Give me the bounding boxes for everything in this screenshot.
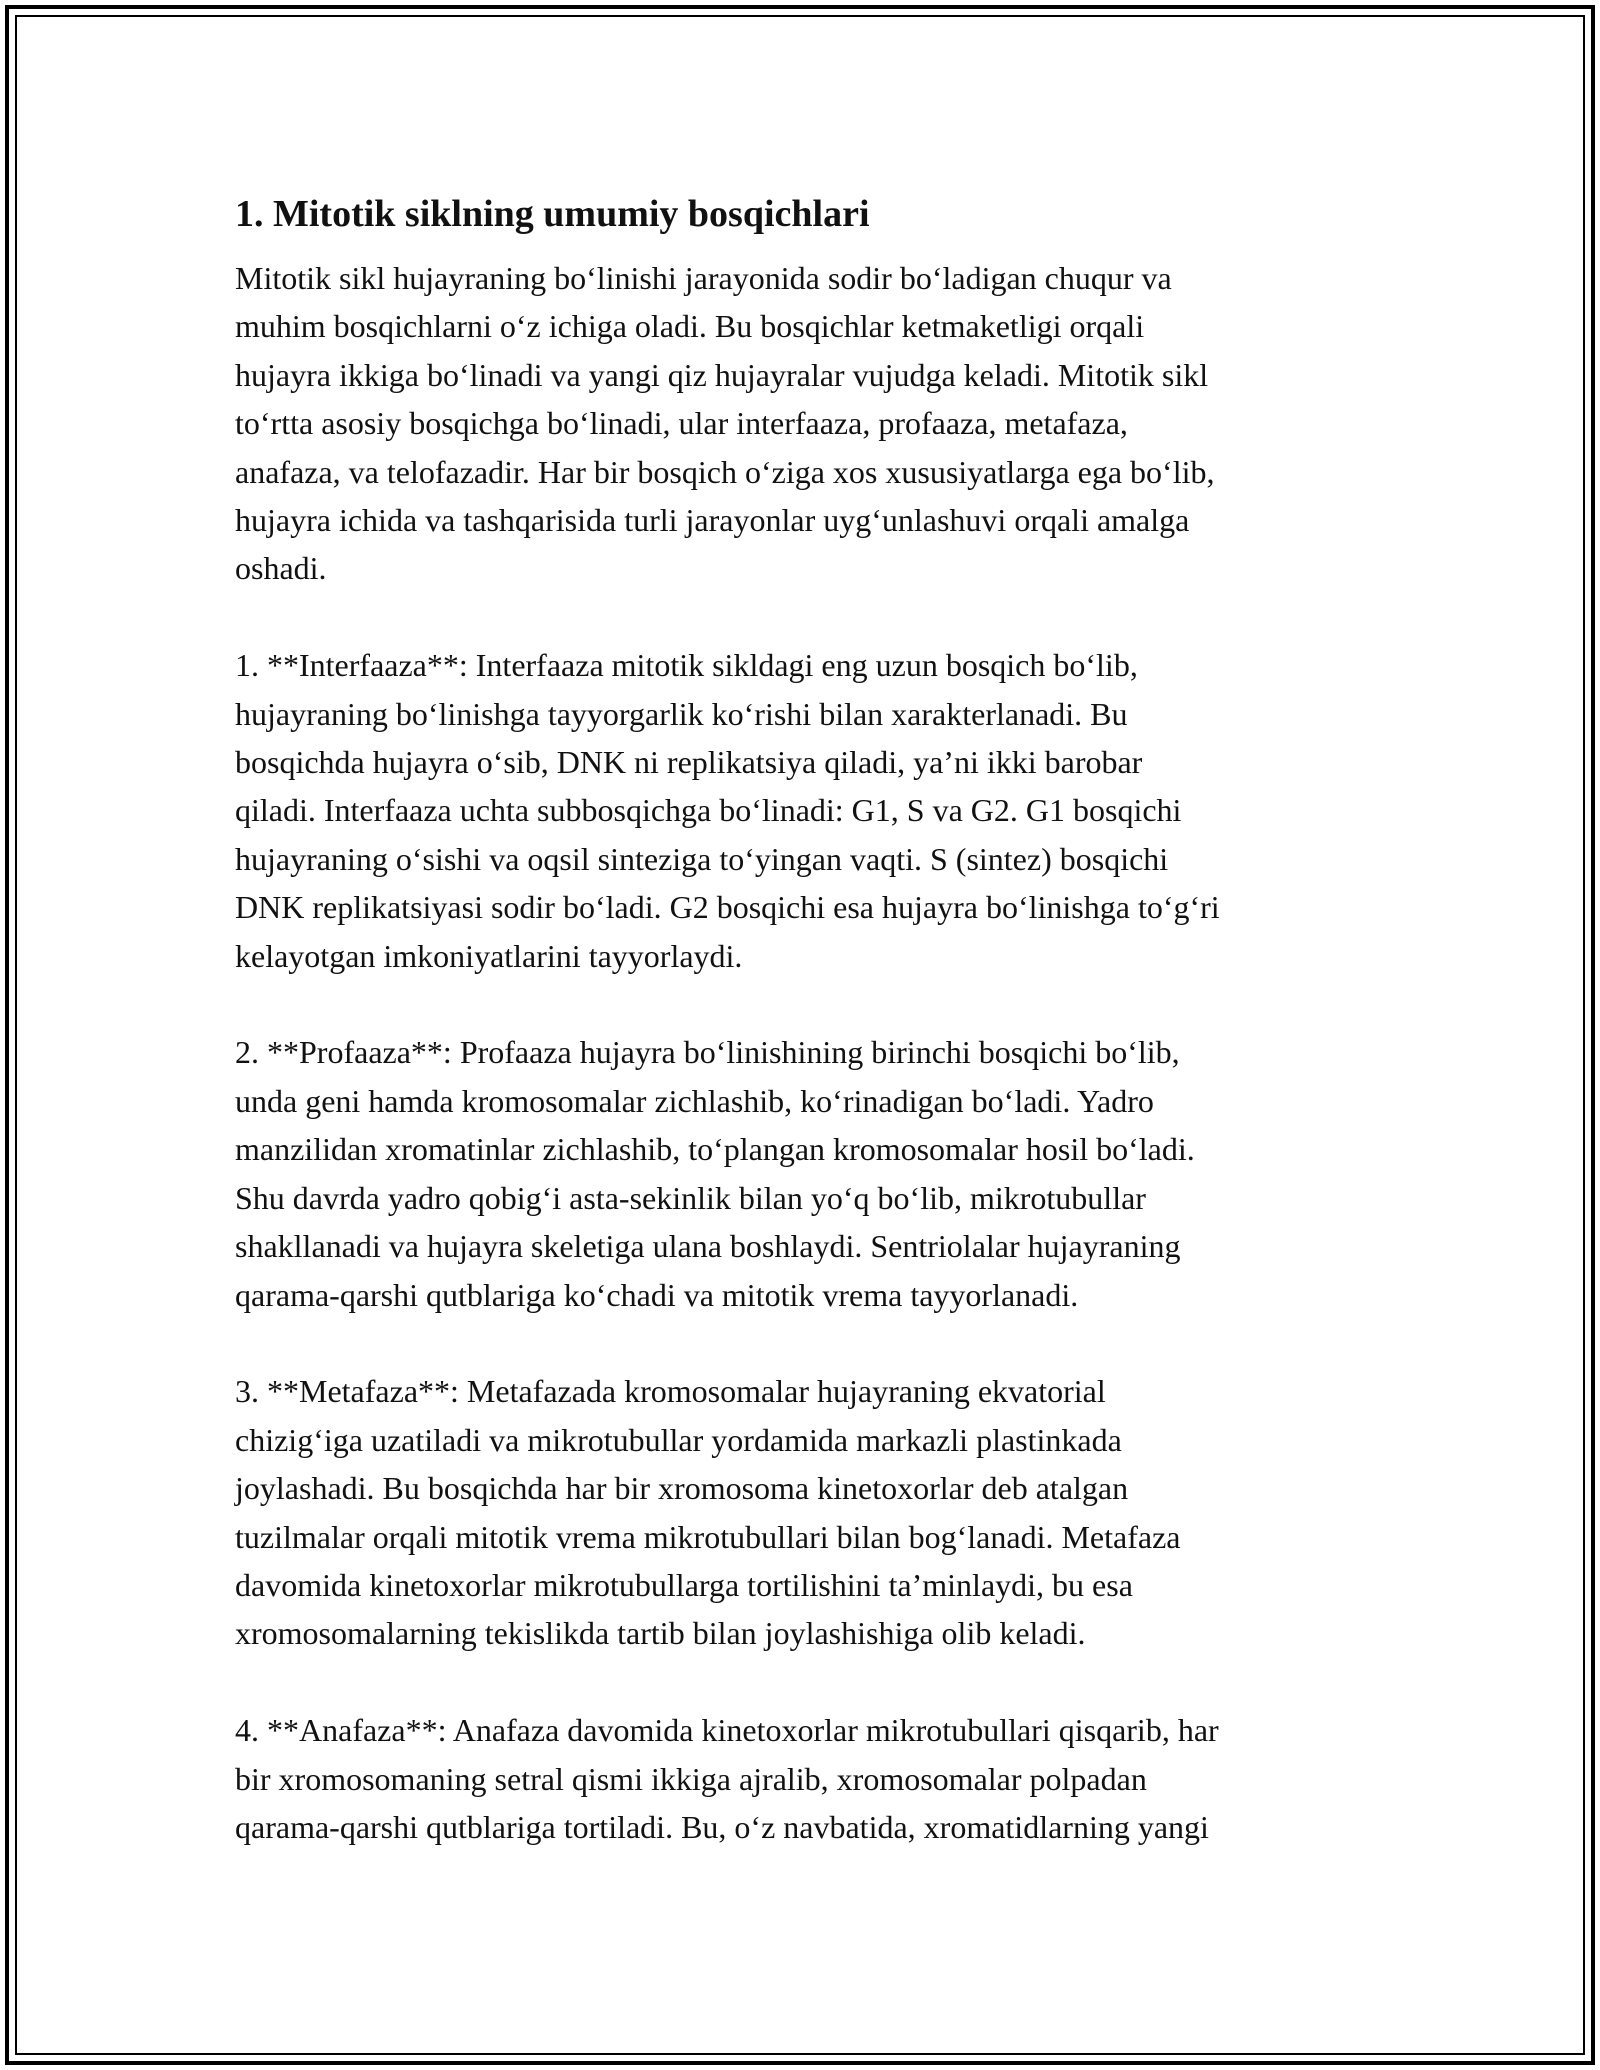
paragraph-metafaza	[235, 1367, 1370, 1657]
text-line: qarama-qarshi qutblariga ko‘chadi va mitotik vrema tayyorlanadi.	[235, 1276, 1079, 1313]
text-line: hujayraning bo‘linishga tayyorgarlik ko‘rishi bilan xarakterlanadi. Bu	[235, 695, 1128, 732]
text-line: DNK replikatsiyasi sodir bo‘ladi. G2 bosqichi esa hujayra bo‘linishga to‘g‘ri	[235, 889, 1220, 926]
text-line: chizig‘iga uzatiladi va mikrotubullar yordamida markazli plastinkada	[235, 1421, 1122, 1458]
text-line: tuzilmalar orqali mitotik vrema mikrotubullari bilan bog‘lanadi. Metafaza	[235, 1518, 1181, 1555]
text-line: hujayraning o‘sishi va oqsil sinteziga to‘yingan vaqti. S (sintez) bosqichi	[235, 840, 1169, 877]
text-line: anafaza, va telofazadir. Har bir bosqich o‘ziga xos xususiyatlarga ega bo‘lib,	[235, 453, 1215, 490]
text-line: bosqichda hujayra o‘sib, DNK ni replikatsiya qiladi, ya’ni ikki barobar	[235, 744, 1143, 781]
text-line: xromosomalarning tekislikda tartib bilan joylashishiga olib keladi.	[235, 1615, 1086, 1652]
text-line: 1. **Interfaaza**: Interfaaza mitotik sikldagi eng uzun bosqich bo‘lib,	[235, 647, 1138, 684]
text-line: bir xromosomaning setral qismi ikkiga ajralib, xromosomalar polpadan	[235, 1760, 1147, 1797]
text-line: Mitotik sikl hujayraning bo‘linishi jarayonida sodir bo‘ladigan chuqur va	[235, 260, 1172, 296]
paragraph-anafaza	[235, 1706, 1370, 1851]
text-line: qarama-qarshi qutblariga tortiladi. Bu, o‘z navbatida, xromatidlarning yangi	[235, 1808, 1209, 1845]
text-line: to‘rtta asosiy bosqichga bo‘linadi, ular interfaaza, profaaza, metafaza,	[235, 405, 1128, 442]
text-line: 2. **Profaaza**: Profaaza hujayra bo‘linishining birinchi bosqichi bo‘lib,	[235, 1034, 1180, 1071]
text-line: manzilidan xromatinlar zichlashib, to‘plangan kromosomalar hosil bo‘ladi.	[235, 1131, 1195, 1168]
text-line: 4. **Anafaza**: Anafaza davomida kinetoxorlar mikrotubullari qisqarib, har	[235, 1712, 1219, 1749]
text-line: qiladi. Interfaaza uchta subbosqichga bo‘linadi: G1, S va G2. G1 bosqichi	[235, 792, 1182, 829]
text-line: kelayotgan imkoniyatlarini tayyorlaydi.	[235, 937, 743, 974]
paragraph-profaaza	[235, 1028, 1370, 1318]
text-line: muhim bosqichlarni o‘z ichiga oladi. Bu bosqichlar ketmaketligi orqali	[235, 308, 1145, 345]
document-title: 1. Mitotik siklning umumiy bosqichlari	[235, 193, 870, 235]
paragraph-interfaaza	[235, 641, 1370, 980]
text-line: joylashadi. Bu bosqichda har bir xromosoma kinetoxorlar deb atalgan	[235, 1470, 1129, 1507]
text-line: unda geni hamda kromosomalar zichlashib, ko‘rinadigan bo‘ladi. Yadro	[235, 1082, 1154, 1119]
text-line: hujayra ichida va tashqarisida turli jarayonlar uyg‘unlashuvi orqali amalga	[235, 502, 1190, 539]
text-line: shakllanadi va hujayra skeletiga ulana boshlaydi. Sentriolalar hujayraning	[235, 1228, 1181, 1265]
text-line: davomida kinetoxorlar mikrotubullarga tortilishini ta’minlaydi, bu esa	[235, 1566, 1133, 1603]
text-line: 3. **Metafaza**: Metafazada kromosomalar hujayraning ekvatorial	[235, 1373, 1106, 1410]
text-line: Shu davrda yadro qobig‘i asta-sekinlik bilan yo‘q bo‘lib, mikrotubullar	[235, 1179, 1146, 1216]
text-line: hujayra ikkiga bo‘linadi va yangi qiz hujayralar vujudga keladi. Mitotik sikl	[235, 356, 1209, 393]
text-line: oshadi.	[235, 550, 327, 587]
paragraph-intro	[235, 254, 1370, 593]
document-body	[235, 188, 1370, 1900]
